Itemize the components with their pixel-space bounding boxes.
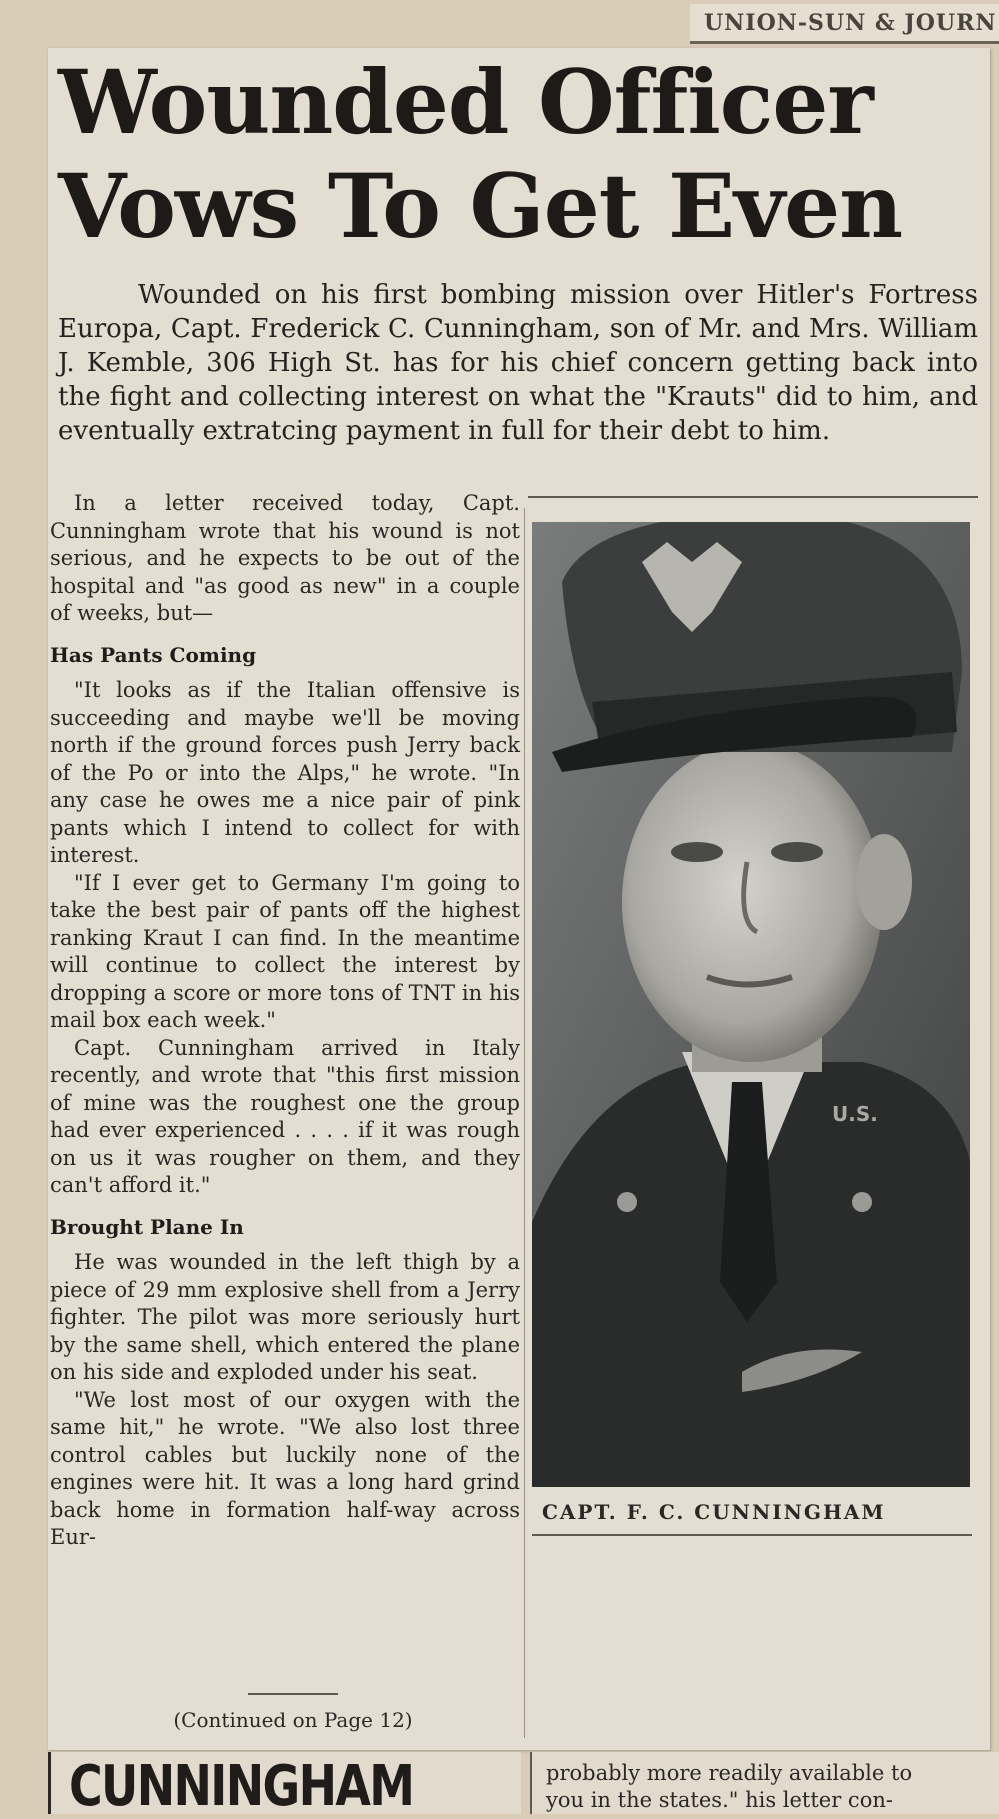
lede-paragraph: Wounded on his first bombing mission over Hitler's Fortress Europa, Capt. Frederick C. Cunningham, son of Mr. and Mrs. William J. Kemble, 306 High St. has for his chief concern getting back into the fight and collecting interest on what the "Krauts" did to him, and eventually extratcing payment in full for their debt to him. <box>58 280 978 446</box>
collar-insignia: U.S. <box>832 1102 878 1126</box>
body-paragraph-6: "We lost most of our oxygen with the same hit," he wrote. "We also lost three control cables but luckily none of the engines were hit. It was a long hard grind back home in formation half-way across Eur- <box>50 1387 520 1549</box>
bottom-line-1: probably more readily available to <box>546 1761 913 1785</box>
body-paragraph-3: "If I ever get to Germany I'm going to take the best pair of pants off the highest ranking Kraut I can find. In the meantime will continue to collect the interest by dropping a score or more tons of TNT in his mail box each week." <box>50 870 520 1032</box>
bottom-line-2: you in the states." his letter con- <box>546 1788 893 1812</box>
portrait-photo <box>532 522 970 1487</box>
column-divider <box>524 508 525 1738</box>
masthead: UNION-SUN & JOURN <box>690 4 999 44</box>
photo-caption: CAPT. F. C. CUNNINGHAM <box>532 1488 972 1536</box>
headline-line-1: Wounded Officer <box>58 50 873 154</box>
article-body <box>50 490 520 1552</box>
body-paragraph-4: Capt. Cunningham arrived in Italy recently, and wrote that "this first mission of mine was the roughest one the group had ever experienced . . . . if it was rough on us it was rougher on them, and they can't afford it." <box>50 1035 520 1197</box>
subhead-brought-plane-in: Brought Plane In <box>50 1214 244 1239</box>
body-paragraph-1: In a letter received today, Capt. Cunningham wrote that his wound is not serious, and he expects to be out of the hospital and "as good as new" in a couple of weeks, but— <box>50 491 520 625</box>
body-paragraph-5: He was wounded in the left thigh by a piece of 29 mm explosive shell from a Jerry fighter. The pilot was more seriously hurt by the same shell, which entered the plane on his side and exploded under his seat. <box>50 1250 520 1384</box>
headline-line-2: Vows To Get Even <box>58 154 903 258</box>
column-rule <box>528 496 978 498</box>
bottom-clipping <box>48 1752 521 1819</box>
subhead-has-pants-coming: Has Pants Coming <box>50 642 257 667</box>
bottom-headline: CUNNINGHAM <box>69 1754 414 1819</box>
newspaper-clipping <box>48 48 990 1750</box>
portrait-illustration <box>532 522 970 1487</box>
continued-note: (Continued on Page 12) <box>173 1708 413 1732</box>
bottom-continuation <box>530 1752 999 1814</box>
body-paragraph-2: "It looks as if the Italian offensive is succeeding and maybe we'll be moving north if the ground forces push Jerry back of the Po or into the Alps," he wrote. "In any case he owes me a nice pair of pink pants which I intend to collect for with interest. <box>50 678 520 867</box>
continued-rule <box>248 1693 338 1695</box>
headline <box>58 50 978 258</box>
